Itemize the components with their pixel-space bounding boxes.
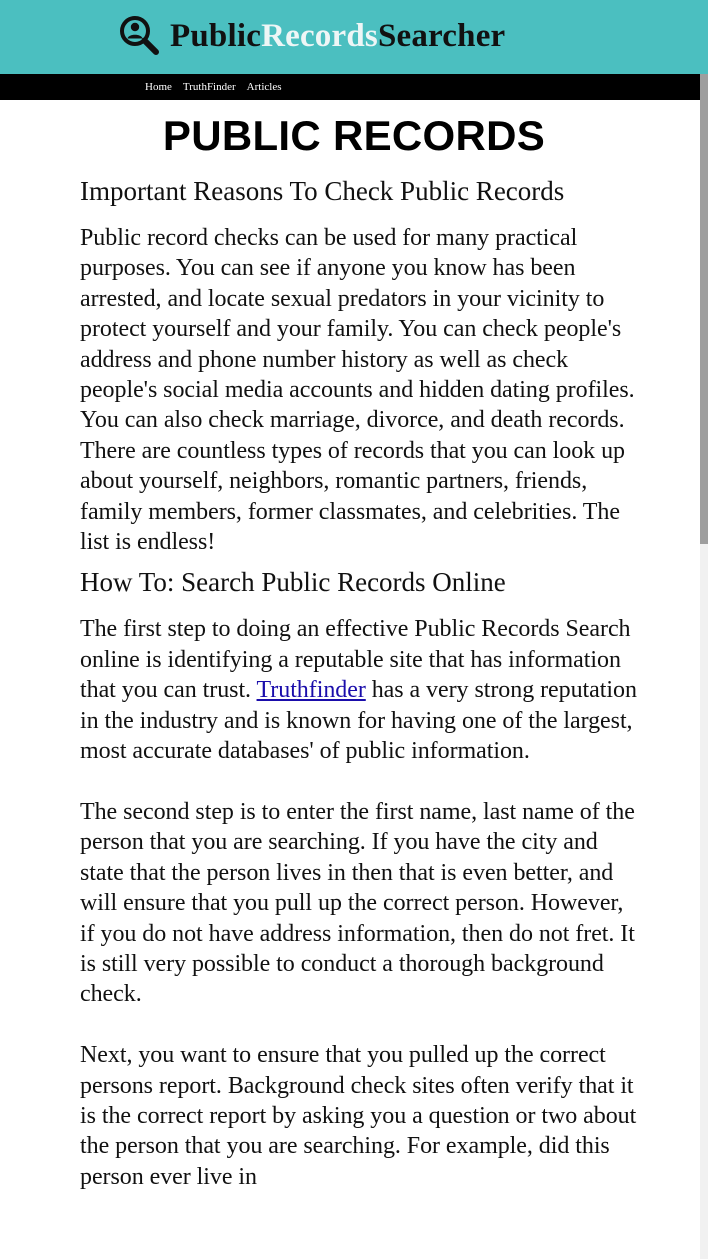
paragraph-second-step: The second step is to enter the first name, last name of the person that you are searching. If you have the city and state that the person lives in then that is even better, and will ensure that you pull up the correct person. However, if you do not have address information, then do not fret. It is still very possible to conduct a thorough background check. bbox=[80, 798, 635, 1008]
logo-text-public: Public bbox=[170, 18, 262, 54]
main-content bbox=[80, 100, 640, 1192]
nav-links bbox=[145, 74, 282, 100]
site-logo[interactable] bbox=[118, 12, 505, 60]
truthfinder-link[interactable]: Truthfinder bbox=[256, 677, 366, 704]
scrollbar-thumb[interactable] bbox=[700, 74, 708, 544]
paragraph-next-step: Next, you want to ensure that you pulled up the correct persons report. Background check sites often verify that it is the correct report by asking you a question or two about the person that you are searching. For example, did this person ever live in bbox=[80, 1042, 637, 1190]
section-heading-reasons: Important Reasons To Check Public Records bbox=[80, 176, 565, 206]
logo-text-searcher: Searcher bbox=[377, 18, 506, 54]
first-step-text-start: The first step to doing an effective Public Records Search online is identifying a reputable site that has information that you can trust. bbox=[80, 616, 631, 704]
paragraph-gap bbox=[80, 1010, 640, 1040]
paragraph-gap bbox=[80, 767, 640, 797]
first-step-text-end: has a very strong reputation in the industry and is known for having one of the largest, most accurate databases' of public information. bbox=[80, 677, 637, 765]
magnifier-person-icon bbox=[118, 14, 162, 58]
site-header bbox=[0, 0, 708, 74]
nav-bar bbox=[0, 74, 700, 100]
nav-link-truthfinder[interactable]: TruthFinder bbox=[182, 81, 236, 93]
nav-link-home[interactable]: Home bbox=[145, 81, 172, 93]
section-heading-how-to: How To: Search Public Records Online bbox=[80, 567, 506, 598]
paragraph-reasons: Public record checks can be used for many practical purposes. You can see if anyone you know has been arrested, and locate sexual predators in your vicinity to protect yourself and your family. You can check people's address and phone number history as well as check people's social media accounts and hidden dating profiles. You can also check marriage, divorce, and death records. There are countless types of records that you can look up about yourself, neighbors, romantic partners, friends, family members, former classmates, and celebrities. The list is endless! bbox=[80, 225, 635, 556]
paragraph-first-step bbox=[80, 614, 640, 766]
nav-link-articles[interactable]: Articles bbox=[246, 81, 282, 93]
logo-text-records: Records bbox=[261, 18, 378, 54]
page-title: PUBLIC RECORDS bbox=[162, 112, 546, 159]
